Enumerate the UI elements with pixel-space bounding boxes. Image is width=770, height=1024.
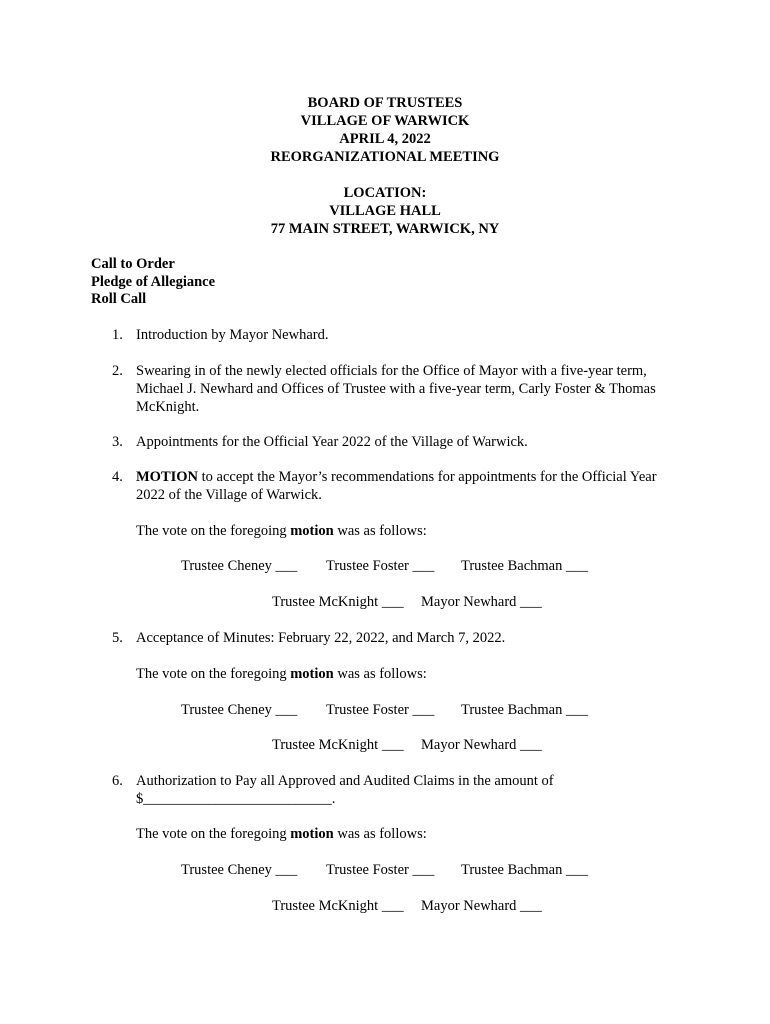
vote-trustee-mcknight: Trustee McKnight ___	[272, 594, 404, 610]
item-number: 1.	[112, 327, 123, 343]
vote-trustee-cheney: Trustee Cheney ___	[181, 558, 298, 574]
agenda-item-4	[112, 468, 672, 504]
vote-row-3a	[181, 861, 588, 879]
vote-trustee-bachman: Trustee Bachman ___	[461, 862, 588, 878]
vote-mayor-newhard: Mayor Newhard ___	[421, 737, 542, 753]
claims-text: Authorization to Pay all Approved and Audited Claims in the amount of	[136, 773, 554, 789]
item-text	[136, 772, 692, 808]
location-address: 77 MAIN STREET, WARWICK, NY	[270, 221, 500, 237]
vote-row-1b	[272, 593, 542, 611]
vote-intro-2	[136, 665, 427, 683]
vote-row-1a	[181, 557, 588, 575]
vote-trustee-mcknight: Trustee McKnight ___	[272, 737, 404, 753]
vote-intro-motion: motion	[290, 523, 334, 539]
vote-mayor-newhard: Mayor Newhard ___	[421, 898, 542, 914]
motion-label: MOTION	[136, 469, 199, 485]
roll-call: Roll Call	[91, 291, 147, 307]
vote-intro-motion: motion	[290, 666, 334, 682]
vote-trustee-cheney: Trustee Cheney ___	[181, 862, 298, 878]
item-number: 5.	[112, 630, 123, 646]
item-number: 3.	[112, 434, 123, 450]
header-board: BOARD OF TRUSTEES	[307, 95, 463, 111]
item-text: Swearing in of the newly elected officials for the Office of Mayor with a five-year term, Michael J. Newhard and Offices of Trustee with a five-year term, Carly Foster & Thomas McKnight.	[136, 363, 656, 415]
vote-intro-1	[136, 522, 427, 540]
vote-trustee-cheney: Trustee Cheney ___	[181, 702, 298, 718]
header-meeting-type: REORGANIZATIONAL MEETING	[270, 149, 500, 165]
vote-row-2b	[272, 736, 542, 754]
header-spacer	[0, 166, 770, 184]
vote-intro-text: The vote on the foregoing	[136, 666, 291, 682]
item-text: Acceptance of Minutes: February 22, 2022, and March 7, 2022.	[136, 630, 506, 646]
agenda-header	[0, 94, 770, 238]
agenda-item-1	[112, 326, 692, 344]
vote-intro-text-end: was as follows:	[333, 826, 427, 842]
agenda-item-6	[112, 772, 692, 808]
vote-intro-text: The vote on the foregoing	[136, 523, 291, 539]
location-name: VILLAGE HALL	[329, 203, 441, 219]
call-to-order: Call to Order	[91, 256, 175, 272]
vote-trustee-mcknight: Trustee McKnight ___	[272, 898, 404, 914]
vote-trustee-foster: Trustee Foster ___	[326, 862, 435, 878]
vote-intro-motion: motion	[290, 826, 334, 842]
vote-intro-text-end: was as follows:	[333, 523, 427, 539]
motion-text: to accept the Mayor’s recommendations for appointments for the Official Year 2022 of the Village of Warwick.	[136, 469, 657, 503]
location-label: LOCATION:	[343, 185, 427, 201]
vote-trustee-bachman: Trustee Bachman ___	[461, 558, 588, 574]
item-number: 2.	[112, 363, 123, 379]
vote-trustee-bachman: Trustee Bachman ___	[461, 702, 588, 718]
vote-trustee-foster: Trustee Foster ___	[326, 558, 435, 574]
claims-amount-blank: $__________________________.	[136, 791, 336, 807]
item-text: Appointments for the Official Year 2022 of the Village of Warwick.	[136, 434, 528, 450]
agenda-item-2	[112, 362, 692, 416]
vote-row-2a	[181, 701, 588, 719]
vote-trustee-foster: Trustee Foster ___	[326, 702, 435, 718]
agenda-item-5	[112, 629, 692, 647]
vote-intro-text-end: was as follows:	[333, 666, 427, 682]
header-village: VILLAGE OF WARWICK	[300, 113, 470, 129]
pledge-of-allegiance: Pledge of Allegiance	[91, 273, 216, 290]
vote-mayor-newhard: Mayor Newhard ___	[421, 594, 542, 610]
opening-items	[91, 256, 215, 309]
item-text: Introduction by Mayor Newhard.	[136, 327, 329, 343]
item-number: 6.	[112, 773, 123, 789]
agenda-item-3	[112, 433, 692, 451]
item-text	[136, 468, 672, 504]
vote-intro-text: The vote on the foregoing	[136, 826, 291, 842]
vote-intro-3	[136, 825, 427, 843]
vote-row-3b	[272, 897, 542, 915]
item-number: 4.	[112, 469, 123, 485]
header-date: APRIL 4, 2022	[339, 131, 431, 147]
